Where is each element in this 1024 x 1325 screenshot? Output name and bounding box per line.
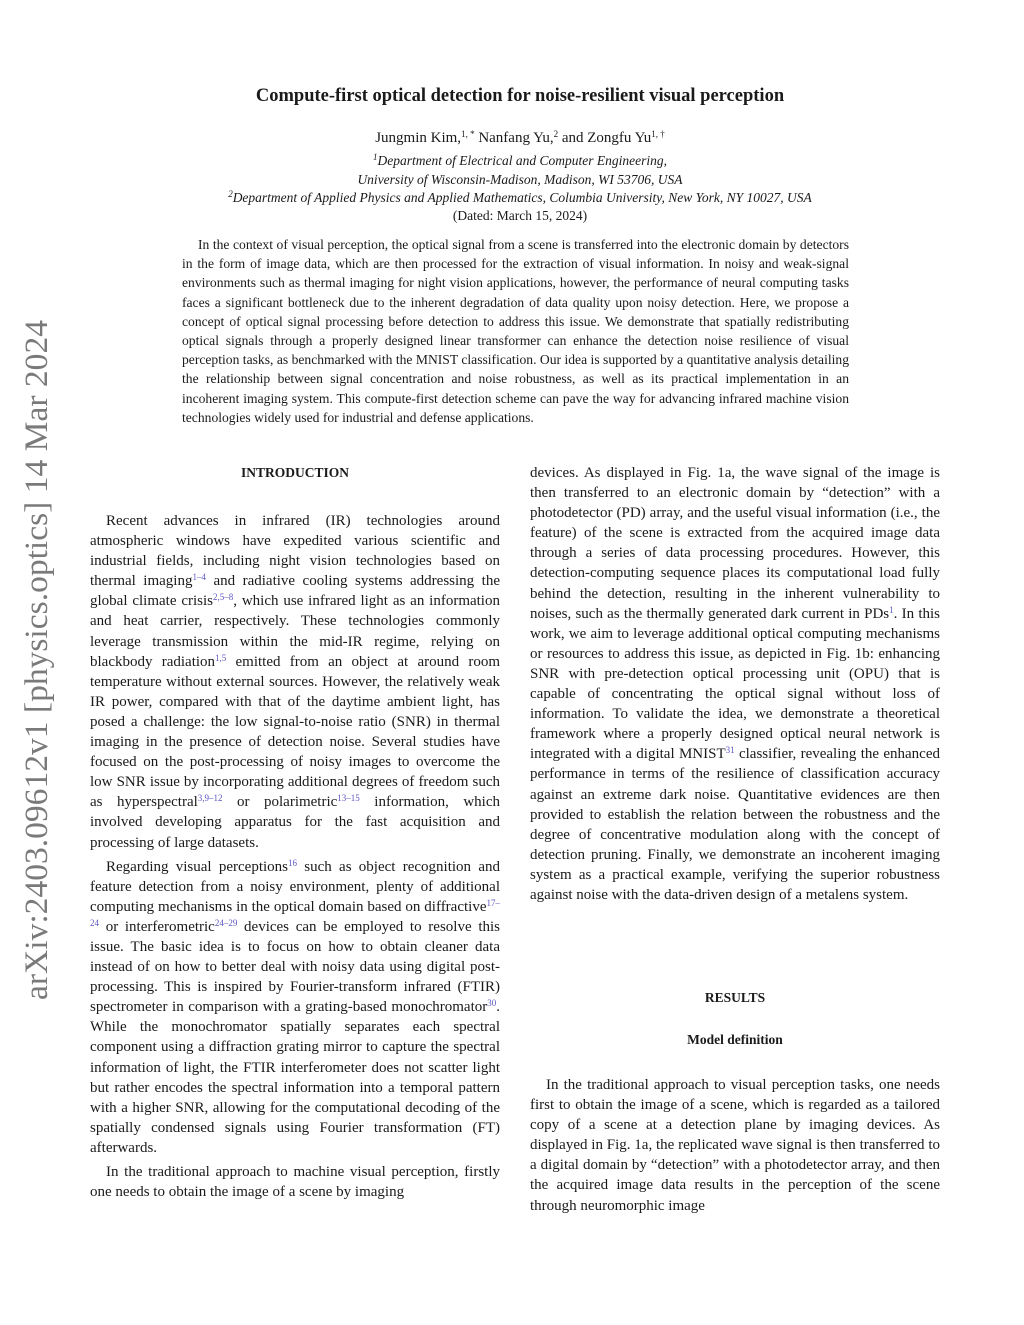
text-run: classifier, revealing the enhanced performance in terms of the resilience of classification accuracy against an extreme dark noise. Quantitative evidences are then provided to establish the relation between the robustness and the degree of concentrative modulation along with the concept of detection pruning. Finally, we demonstrate an incoherent imaging system as a practical example, verifying the superior robustness against noise with the data-driven design of a metalens system. [530,746,940,903]
citation[interactable]: 30 [487,998,497,1009]
left-column [90,511,500,1206]
text-run: and radiative cooling systems addressing the global climate crisis [90,573,500,610]
arxiv-watermark-text: arXiv:2403.09612v1 [physics.optics] 14 Mar 2024 [19,330,55,1000]
results-paragraph-1: In the traditional approach to visual perception tasks, one needs first to obtain the image of a scene, which is regarded as a tailored copy of a scene at a detection plane by imaging devices. As displayed in Fig. 1a, the replicated wave signal is then transferred to a digital domain by “detection” with a photodetector array, and then the acquired image data results in the perception of the scene through neuromorphic image [530,1077,940,1214]
citation[interactable]: 31 [725,745,735,756]
citation[interactable]: 13–15 [337,793,360,804]
citation[interactable]: 1–4 [192,572,206,583]
text-run: emitted from an object at around room temperature without external sources. However, the relatively weak IR power, compared with that of the daytime ambient light, has posed a challenge: the low signal-to-noise ratio (SNR) in thermal imaging in the presence of detection noise. Several studies have focused on the post-processing of noisy images to overcome the low SNR issue by incorporating additional degrees of freedom such as hyperspectral [90,653,500,811]
right-column [530,463,940,909]
affiliation-1 [150,153,890,169]
author-2-affil: 2 [553,129,559,139]
affiliation-1-text: Department of Electrical and Computer Engineering, [377,153,667,168]
subsection-heading-model-definition: Model definition [687,1032,783,1047]
text-run: . While the monochromator spatially separates each spectral component using a diffraction grating mirror to capture the spectral information of light, the FTIR interferometer does not scatter light but rather encodes the spectral information into a temporal pattern with a higher SNR, allowing for the computational decoding of the spatially condensed signals using Fourier transformation (FT) afterwards. [90,999,500,1156]
text-run: devices can be employed to resolve this issue. The basic idea is to focus on how to obtain cleaner data instead of on how to better deal with noisy data using digital post-processing. This is inspired by Fourier-transform infrared (FTIR) spectrometer in comparison with a grating-based monochromator [90,918,500,1016]
section-heading-results: RESULTS [704,990,766,1005]
citation[interactable]: 2,5–8 [212,592,234,603]
affiliation-2-text: Department of Applied Physics and Applied Mathematics, Columbia University, New York, NY 10027, USA [232,190,812,205]
affiliation-2 [150,190,890,206]
affiliation-1b: University of Wisconsin-Madison, Madison, WI 53706, USA [357,172,683,187]
text-run: or interferometric [99,918,215,935]
intro-paragraph-2 [90,857,500,1158]
paper-title: Compute-first optical detection for noise-resilient visual perception [255,86,785,106]
author-1: Jungmin Kim, [375,130,462,146]
author-list [150,130,890,147]
text-run: . In this work, we aim to leverage additional optical computing mechanisms or resources to address this issue, as depicted in Fig. 1b: enhancing SNR with pre-detection optical processing unit (OPU) that is capable of concentrating the optical signal without loss of information. To validate the idea, we demonstrate a theoretical framework where a properly designed optical neural network is integrated with a digital MNIST [530,605,940,763]
author-3: and Zongfu Yu [558,130,652,146]
abstract: In the context of visual perception, the optical signal from a scene is transferred into the electronic domain by detectors in the form of image data, which are then processed for the extraction of visual information. In noisy and weak-signal environments such as thermal imaging for night vision applications, however, the performance of neural computing tasks faces a significant bottleneck due to the inherent degradation of data quality upon noisy detection. Here, we propose a concept of optical signal processing before detection to address this issue. We demonstrate that spatially redistributing optical signals through a properly designed linear transformer can enhance the detection noise resilience of visual perception tasks, as benchmarked with the MNIST classification. Our idea is supported by a quantitative analysis detailing the relationship between signal concentration and noise robustness, as well as its practical implementation in an incoherent imaging system. This compute-first detection scheme can pave the way for advancing infrared machine vision technologies widely used for industrial and defense applications. [182,237,849,425]
author-1-affil: 1, * [461,129,475,139]
text-run: , which use infrared light as an information and heat carrier, respectively. These technologies commonly leverage transmission within the mid-IR regime, relying on blackbody radiation [90,593,500,670]
citation[interactable]: 16 [288,857,297,868]
citation[interactable]: 24–29 [214,917,238,928]
author-2: Nanfang Yu, [474,130,554,146]
affiliation-2-mark: 2 [228,189,233,199]
right-paragraph-1 [530,463,940,905]
text-run: such as object recognition and feature detection from a noisy environment, plenty of additional computing mechanisms in the optical domain based on diffractive [90,858,500,915]
intro-paragraph-1 [90,511,500,853]
text-run: devices. As displayed in Fig. 1a, the wave signal of the image is then transferred to an electronic domain by “detection” with a photodetector (PD) array, and the useful visual information (i.e., the feature) of the scene is extracted from the acquired image data through a series of data processing procedures. However, this detection-computing sequence places its computational load fully behind the detection, resulting in the inherent vulnerability to noises, such as the thermally generated dark current in PDs [530,465,940,622]
dated-line: (Dated: March 15, 2024) [452,208,588,223]
text-run: or polarimetric [222,794,338,811]
text-run: information, which involved developing apparatus for the fast acquisition and processing of large datasets. [90,794,500,851]
right-column-lower [530,1075,940,1220]
citation[interactable]: 17–24 [90,897,500,928]
text-run: Regarding visual perceptions [106,858,288,875]
citation[interactable]: 1,5 [215,652,227,663]
arxiv-watermark [5,320,65,1020]
citation[interactable]: 1 [889,604,894,615]
author-3-affil: 1, † [651,129,665,139]
section-heading-introduction: INTRODUCTION [240,465,349,480]
citation[interactable]: 3,9–12 [197,793,223,804]
affiliation-1-mark: 1 [373,152,378,162]
intro-paragraph-3: In the traditional approach to machine visual perception, firstly one needs to obtain the image of a scene by imaging [90,1164,500,1201]
text-run: Recent advances in infrared (IR) technologies around atmospheric windows have expedited various scientific and industrial fields, including night vision technologies based on thermal imaging [90,513,500,590]
